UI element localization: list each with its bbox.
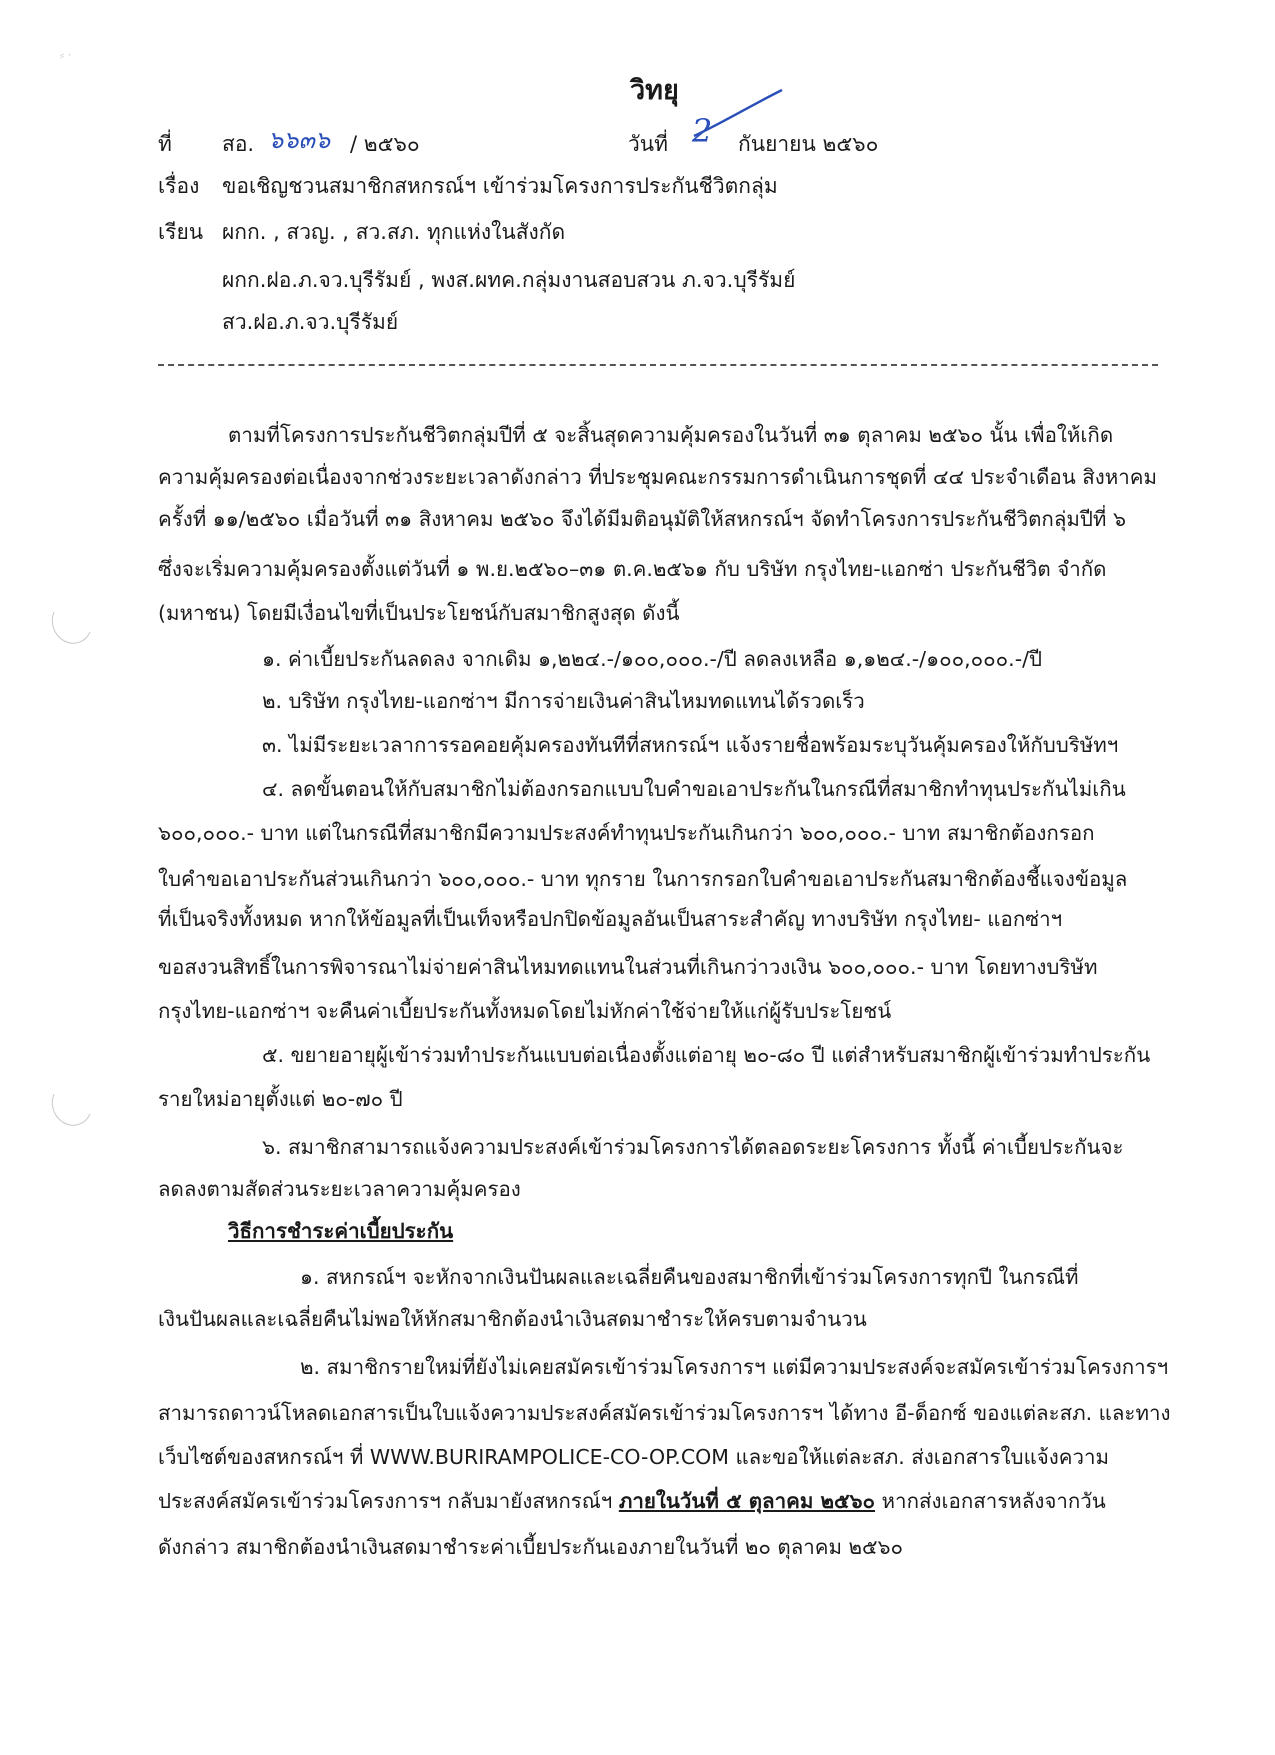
benefit-item: ๖. สมาชิกสามารถแจ้งความประสงค์เข้าร่วมโครงการได้ตลอดระยะโครงการ ทั้งนี้ ค่าเบี้ยประกันจะ: [262, 1135, 1124, 1159]
body-line: กรุงไทย-แอกซ่าฯ จะคืนค่าเบี้ยประกันทั้งหมดโดยไม่หักค่าใช้จ่ายให้แก่ผู้รับประโยชน์: [158, 999, 892, 1023]
date-day-handwritten: 2: [692, 112, 713, 150]
ref-prefix: สอ.: [222, 132, 255, 156]
deadline-suffix: หากส่งเอกสารหลังจากวัน: [875, 1489, 1106, 1513]
punch-hole-icon: [46, 594, 99, 649]
deadline-date: ภายในวันที่ ๕ ตุลาคม ๒๕๖๐: [618, 1489, 876, 1513]
benefit-item: ๕. ขยายอายุผู้เข้าร่วมทำประกันแบบต่อเนื่องตั้งแต่อายุ ๒๐-๘๐ ปี แต่สำหรับสมาชิกผู้เข้าร่วมทำประกัน: [262, 1043, 1151, 1067]
body-line: ความคุ้มครองต่อเนื่องจากช่วงระยะเวลาดังกล่าว ที่ประชุมคณะกรรมการดำเนินการชุดที่ ๔๔ ประจำเดือน สิงหาคม: [158, 465, 1158, 489]
body-line: ๖๐๐,๐๐๐.- บาท แต่ในกรณีที่สมาชิกมีความประสงค์ทำทุนประกันเกินกว่า ๖๐๐,๐๐๐.- บาท สมาชิกต้องกรอก: [158, 821, 1095, 845]
dashed-divider: [158, 364, 1158, 366]
body-line: รายใหม่อายุตั้งแต่ ๒๐-๗๐ ปี: [158, 1087, 403, 1111]
subject-text: ขอเชิญชวนสมาชิกสหกรณ์ฯ เข้าร่วมโครงการประกันชีวิตกลุ่ม: [222, 174, 778, 198]
ref-year: / ๒๕๖๐: [350, 132, 420, 156]
payment-item: ๑. สหกรณ์ฯ จะหักจากเงินปันผลและเฉลี่ยคืนของสมาชิกที่เข้าร่วมโครงการทุกปี ในกรณีที่: [300, 1265, 1079, 1289]
to-line: สว.ฝอ.ภ.จว.บุรีรัมย์: [222, 310, 399, 334]
body-line: ลดลงตามสัดส่วนระยะเวลาความคุ้มครอง: [158, 1177, 521, 1201]
body-line: ที่เป็นจริงทั้งหมด หากให้ข้อมูลที่เป็นเท็จหรือปกปิดข้อมูลอันเป็นสาระสำคัญ ทางบริษัท กรุงไทย- แอกซ่าฯ: [158, 907, 1063, 931]
body-line: เงินปันผลและเฉลี่ยคืนไม่พอให้หักสมาชิกต้องนำเงินสดมาชำระให้ครบตามจำนวน: [158, 1307, 867, 1331]
to-line: ผกก.ฝอ.ภ.จว.บุรีรัมย์ , พงส.ผทค.กลุ่มงานสอบสวน ภ.จว.บุรีรัมย์: [222, 268, 796, 292]
subject-label: เรื่อง: [158, 174, 200, 198]
payment-item: ๒. สมาชิกรายใหม่ที่ยังไม่เคยสมัครเข้าร่วมโครงการฯ แต่มีความประสงค์จะสมัครเข้าร่วมโครงการฯ: [300, 1355, 1169, 1379]
date-month-year: กันยายน ๒๕๖๐: [738, 132, 879, 156]
to-line: ผกก. , สวญ. , สว.สภ. ทุกแห่งในสังกัด: [222, 220, 566, 244]
scan-mark-icon: ⸗ ·: [60, 48, 72, 62]
body-line: (มหาชน) โดยมีเงื่อนไขที่เป็นประโยชน์กับสมาชิกสูงสุด ดังนี้: [158, 601, 680, 625]
body-line: ตามที่โครงการประกันชีวิตกลุ่มปีที่ ๕ จะสิ้นสุดความคุ้มครองในวันที่ ๓๑ ตุลาคม ๒๕๖๐ นั้น เพื่อให้เกิด: [228, 423, 1114, 447]
deadline-prefix: ประสงค์สมัครเข้าร่วมโครงการฯ กลับมายังสหกรณ์ฯ: [158, 1489, 619, 1513]
benefit-item: ๑. ค่าเบี้ยประกันลดลง จากเดิม ๑,๒๒๔.-/๑๐๐,๐๐๐.-/ปี ลดลงเหลือ ๑,๑๒๔.-/๑๐๐,๐๐๐.-/ปี: [262, 647, 1043, 671]
body-line: ขอสงวนสิทธิ์ในการพิจารณาไม่จ่ายค่าสินไหมทดแทนในส่วนที่เกินกว่าวงเงิน ๖๐๐,๐๐๐.- บาท โดยทางบริษัท: [158, 955, 1098, 979]
body-line: ซึ่งจะเริ่มความคุ้มครองตั้งแต่วันที่ ๑ พ.ย.๒๕๖๐–๓๑ ต.ค.๒๕๖๑ กับ บริษัท กรุงไทย-แอกซ่า ประกันชีวิต จำกัด: [158, 557, 1107, 581]
body-line: สามารถดาวน์โหลดเอกสารเป็นใบแจ้งความประสงค์สมัครเข้าร่วมโครงการฯ ได้ทาง อี-ด็อกซ์ ของแต่ละสภ. และทาง: [158, 1401, 1171, 1425]
benefit-item: ๔. ลดขั้นตอนให้กับสมาชิกไม่ต้องกรอกแบบใบคำขอเอาประกันในกรณีที่สมาชิกทำทุนประกันไม่เกิน: [262, 777, 1126, 801]
to-label: เรียน: [158, 220, 204, 244]
date-label: วันที่: [628, 132, 668, 156]
body-line: ครั้งที่ ๑๑/๒๕๖๐ เมื่อวันที่ ๓๑ สิงหาคม ๒๕๖๐ จึงได้มีมติอนุมัติให้สหกรณ์ฯ จัดทำโครงการประกันชีวิตกลุ่มปีที่ ๖: [158, 507, 1126, 531]
punch-hole-icon: [46, 1076, 99, 1131]
payment-heading: วิธีการชำระค่าเบี้ยประกัน: [228, 1219, 454, 1243]
ref-label: ที่: [158, 132, 172, 156]
ref-number-handwritten: ๖๖๓๖: [268, 126, 331, 154]
body-line: ดังกล่าว สมาชิกต้องนำเงินสดมาชำระค่าเบี้ยประกันเองภายในวันที่ ๒๐ ตุลาคม ๒๕๖๐: [158, 1535, 904, 1559]
body-line: เว็บไซต์ของสหกรณ์ฯ ที่ WWW.BURIRAMPOLICE-CO-OP.COM และขอให้แต่ละสภ. ส่งเอกสารใบแจ้งความ: [158, 1445, 1110, 1469]
body-line: [158, 1482, 1106, 1521]
benefit-item: ๒. บริษัท กรุงไทย-แอกซ่าฯ มีการจ่ายเงินค่าสินไหมทดแทนได้รวดเร็ว: [262, 689, 865, 713]
benefit-item: ๓. ไม่มีระยะเวลาการรอคอยคุ้มครองทันทีที่สหกรณ์ฯ แจ้งรายชื่อพร้อมระบุวันคุ้มครองให้กับบริษัทฯ: [262, 733, 1119, 757]
body-line: ใบคำขอเอาประกันส่วนเกินกว่า ๖๐๐,๐๐๐.- บาท ทุกราย ในการกรอกใบคำขอเอาประกันสมาชิกต้องชี้แจงข้อมูล: [158, 867, 1128, 891]
document-title: วิทยุ: [630, 75, 679, 106]
